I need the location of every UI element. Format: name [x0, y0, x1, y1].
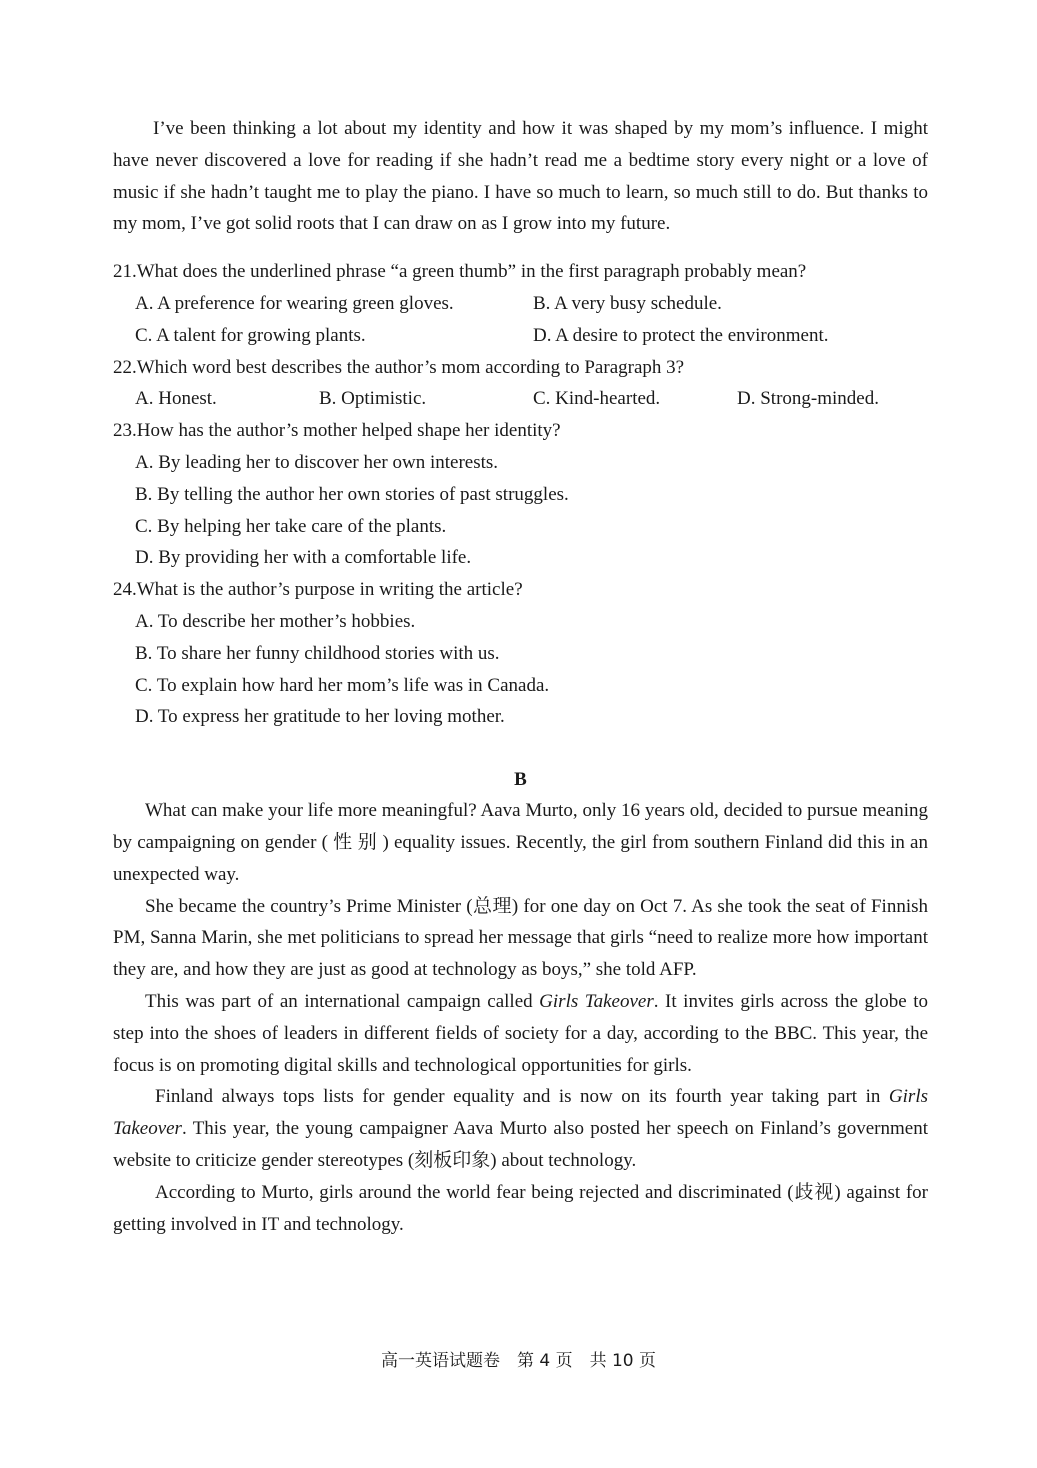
passage-a-final-paragraph: I’ve been thinking a lot about my identity and how it was shaped by my mom’s influence. I might have never discovered a love for reading if she hadn’t read me a bedtime story every night or a love of music if she hadn’t taught me to play the piano. I have so much to learn, so much still to do. But thanks to my mom, I’ve got solid roots that I can draw on as I grow into my future. [113, 118, 928, 235]
question-22-stem: 22.Which word best describes the author’s mom according to Paragraph 3? [113, 356, 685, 378]
question-21-options-row-2 [113, 320, 928, 352]
section-b-paragraph-1: What can make your life more meaningful? Aava Murto, only 16 years old, decided to pursue meaning by campaigning on gender ( 性 别 ) equality issues. Recently, the girl from southern Finland did this in an unexpected way. [113, 800, 928, 885]
campaign-name-italic: Girls Takeover [539, 990, 654, 1012]
page-footer: 高一英语试题卷 第 4 页 共 10 页 [380, 1351, 657, 1371]
section-b-title: B [514, 769, 527, 791]
option-21-b: B. A very busy schedule. [533, 292, 722, 314]
option-22-a: A. Honest. [135, 388, 217, 410]
question-list [113, 256, 928, 733]
option-21-d: D. A desire to protect the environment. [533, 324, 829, 346]
question-24-stem: 24.What is the author’s purpose in writing the article? [113, 579, 523, 601]
option-23-b: B. By telling the author her own stories of past struggles. [135, 483, 569, 505]
option-24-c: C. To explain how hard her mom’s life was in Canada. [135, 674, 550, 696]
page-content [113, 113, 928, 1240]
option-21-c: C. A talent for growing plants. [135, 324, 366, 346]
question-23-stem: 23.How has the author’s mother helped shape her identity? [113, 420, 561, 442]
option-24-a: A. To describe her mother’s hobbies. [135, 610, 416, 632]
section-b-paragraph-3 [113, 986, 928, 1081]
option-22-d: D. Strong-minded. [737, 388, 879, 410]
option-22-b: B. Optimistic. [319, 388, 427, 410]
paragraph-3-text-start: This was part of an international campaign called [145, 990, 540, 1012]
option-22-c: C. Kind-hearted. [533, 388, 661, 410]
campaign-name-italic: Girls Takeover [113, 1086, 928, 1140]
paragraph-3-text-end: . It invites girls across the globe to step into the shoes of leaders in different fields of society for a day, according to the BBC. This year, the focus is on promoting digital skills and technological opportunities for girls. [113, 990, 928, 1076]
question-21-stem: 21.What does the underlined phrase “a green thumb” in the first paragraph probably mean? [113, 261, 807, 283]
option-23-c: C. By helping her take care of the plants. [135, 515, 447, 537]
section-b-paragraph-5: According to Murto, girls around the world fear being rejected and discriminated (歧视) against for getting involved in IT and technology. [113, 1181, 928, 1235]
option-23-d: D. By providing her with a comfortable life. [135, 547, 472, 569]
question-22-options-row [113, 383, 928, 415]
question-21-options-row-1 [113, 288, 928, 320]
paragraph-4-text-end: . This year, the young campaigner Aava Murto also posted her speech on Finland’s government website to criticize gender stereotypes (刻板印象) about technology. [113, 1118, 928, 1171]
section-b-paragraph-4 [113, 1081, 928, 1176]
option-21-a: A. A preference for wearing green gloves. [135, 292, 454, 314]
option-23-a: A. By leading her to discover her own interests. [135, 451, 499, 473]
paragraph-4-text-start: Finland always tops lists for gender equality and is now on its fourth year taking part in [155, 1086, 889, 1108]
option-24-b: B. To share her funny childhood stories with us. [135, 642, 500, 664]
option-24-d: D. To express her gratitude to her loving mother. [135, 706, 505, 728]
section-b-paragraph-2: She became the country’s Prime Minister (总理) for one day on Oct 7. As she took the seat of Finnish PM, Sanna Marin, she met politicians to spread her message that girls “need to realize more how important they are, and how they are just as good at technology as boys,” she told AFP. [113, 895, 928, 981]
